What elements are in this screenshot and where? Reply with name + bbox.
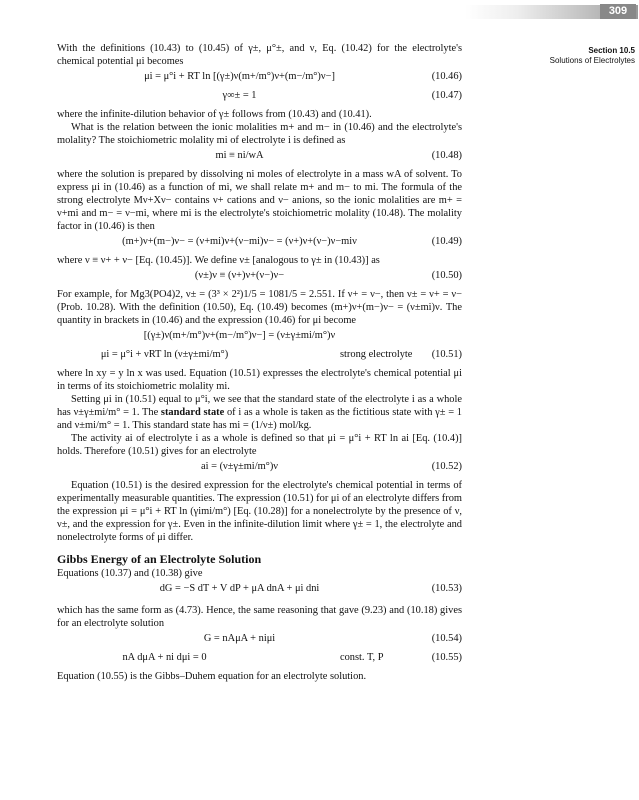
equation-number: (10.48) [431,150,462,161]
paragraph: The activity ai of electrolyte i as a whole is defined so that μi = μ°i + RT ln ai [Eq. (10.4)] holds. Therefore (10.51) gives for an electrolyte [57,433,462,457]
equation-10-51 [57,348,462,365]
equation-unnumbered [57,329,462,346]
equation-expression: γ∞± = 1 [222,90,257,101]
page-body [57,42,462,683]
equation-expression: [(γ±)ν(m+/m°)ν+(m−/m°)ν−] = (ν±γ±mi/m°)ν [143,330,336,341]
equation-10-53 [57,582,462,602]
paragraph-text: Setting μi in (10.51) equal to μ°i, we see that the standard state of the electrolyte i as a whole has ν±γ±mi/m° = 1. The [57,394,462,418]
page-number: 309 [600,4,636,19]
running-head-title: Solutions of Electrolytes [549,56,635,65]
equation-number: (10.50) [431,270,462,281]
equation-10-50 [57,269,462,286]
paragraph: Equation (10.55) is the Gibbs–Duhem equation for an electrolyte solution. [57,671,367,682]
paragraph: With the definitions (10.43) to (10.45) of γ±, μ°±, and ν, Eq. (10.42) for the electrolyte's chemical potential μi becomes [57,43,462,67]
running-head-section: Section 10.5 [588,46,635,55]
equation-10-52 [57,460,462,477]
equation-number: (10.47) [431,90,462,101]
equation-expression: μi = μ°i + νRT ln (ν±γ±mi/m°) [100,349,229,360]
equation-expression: ai = (ν±γ±mi/m°)ν [201,461,278,472]
paragraph: where the infinite-dilution behavior of γ± follows from (10.43) and (10.41). [57,109,372,120]
equation-expression: (ν±)ν ≡ (ν+)ν+(ν−)ν− [194,270,285,281]
equation-expression: μi = μ°i + RT ln [(γ±)ν(m+/m°)ν+(m−/m°)ν−] [144,71,335,82]
equation-10-48 [57,149,462,166]
equation-number: (10.53) [431,583,462,594]
defined-term: standard state [160,407,225,418]
paragraph: What is the relation between the ionic molalities m+ and m− in (10.46) and the electrolyte's molality? The stoichiometric molality mi of electrolyte i is defined as [57,122,462,146]
paragraph: where the solution is prepared by dissolving ni moles of electrolyte in a mass wA of solvent. To express μi in (10.46) as a function of mi, we shall relate m+ and m− to mi. The formula of the strong electrolyte Mν+Xν− contains ν+ cations and ν− anions, so the ionic molalities are m+ = ν+mi and m− = ν−mi, where mi is the electrolyte's stoichiometric molality (10.48). The molality factor in (10.46) is then [57,169,462,232]
equation-expression: mi ≡ ni/wA [215,150,264,161]
equation-10-46 [57,70,462,87]
equation-number: (10.54) [431,633,462,644]
equation-number: (10.51) [431,349,462,360]
equation-10-55 [57,651,462,668]
equation-number: (10.52) [431,461,462,472]
paragraph [57,393,462,432]
equation-number: (10.46) [431,71,462,82]
equation-10-54 [57,632,462,649]
equation-number: (10.55) [431,652,462,663]
paragraph: where ln xy = y ln x was used. Equation (10.51) expresses the electrolyte's chemical potential μi in terms of its stoichiometric molality mi. [57,368,462,392]
equation-10-47 [57,89,462,106]
equation-expression: (m+)ν+(m−)ν− = (ν+mi)ν+(ν−mi)ν− = (ν+)ν+(ν−)ν−miν [122,236,357,247]
paragraph: Equations (10.37) and (10.38) give [57,568,203,579]
equation-expression: nA dμA + ni dμi = 0 [122,652,207,663]
paragraph: For example, for Mg3(PO4)2, ν± = (3³ × 2²)1/5 = 1081/5 = 2.551. If ν+ = ν−, then ν± = ν+ = ν− (Prob. 10.28). With the definition (10.50), Eq. (10.49) becomes (m+)ν+(m−)ν− = (ν±mi)ν. The quantity in brackets in (10.46) and the expression (10.46) for μi become [57,289,462,326]
equation-expression: G = nAμA + niμi [203,633,276,644]
equation-condition: strong electrolyte [340,349,413,360]
equation-condition: const. T, P [340,652,384,663]
equation-10-49 [57,235,462,252]
paragraph-text: of i as a whole is taken as the fictitious state with γ± = 1 and ν±mi/m° = 1. This standard state has mi = (1/ν±) mol/kg. [57,407,462,431]
equation-number: (10.49) [431,236,462,247]
subsection-heading: Gibbs Energy of an Electrolyte Solution [57,552,262,566]
paragraph: which has the same form as (4.73). Hence, the same reasoning that gave (9.23) and (10.18) gives for an electrolyte solution [57,605,462,629]
paragraph: where ν ≡ ν+ + ν− [Eq. (10.45)]. We define ν± [analogous to γ± in (10.43)] as [57,255,380,266]
equation-expression: dG = −S dT + V dP + μA dnA + μi dni [159,583,320,594]
paragraph: Equation (10.51) is the desired expression for the electrolyte's chemical potential in terms of experimentally measurable quantities. The expression (10.51) for μi of an electrolyte differs from the expression μi = μ°i + RT ln (γimi/m°) [Eq. (10.28)] for a nonelectrolyte by the presence of ν, ν±, and the expression for γ±. Even in the infinite-dilution limit where γ± = 1, the electrolyte and nonelectrolyte forms of μi differ. [57,480,462,543]
